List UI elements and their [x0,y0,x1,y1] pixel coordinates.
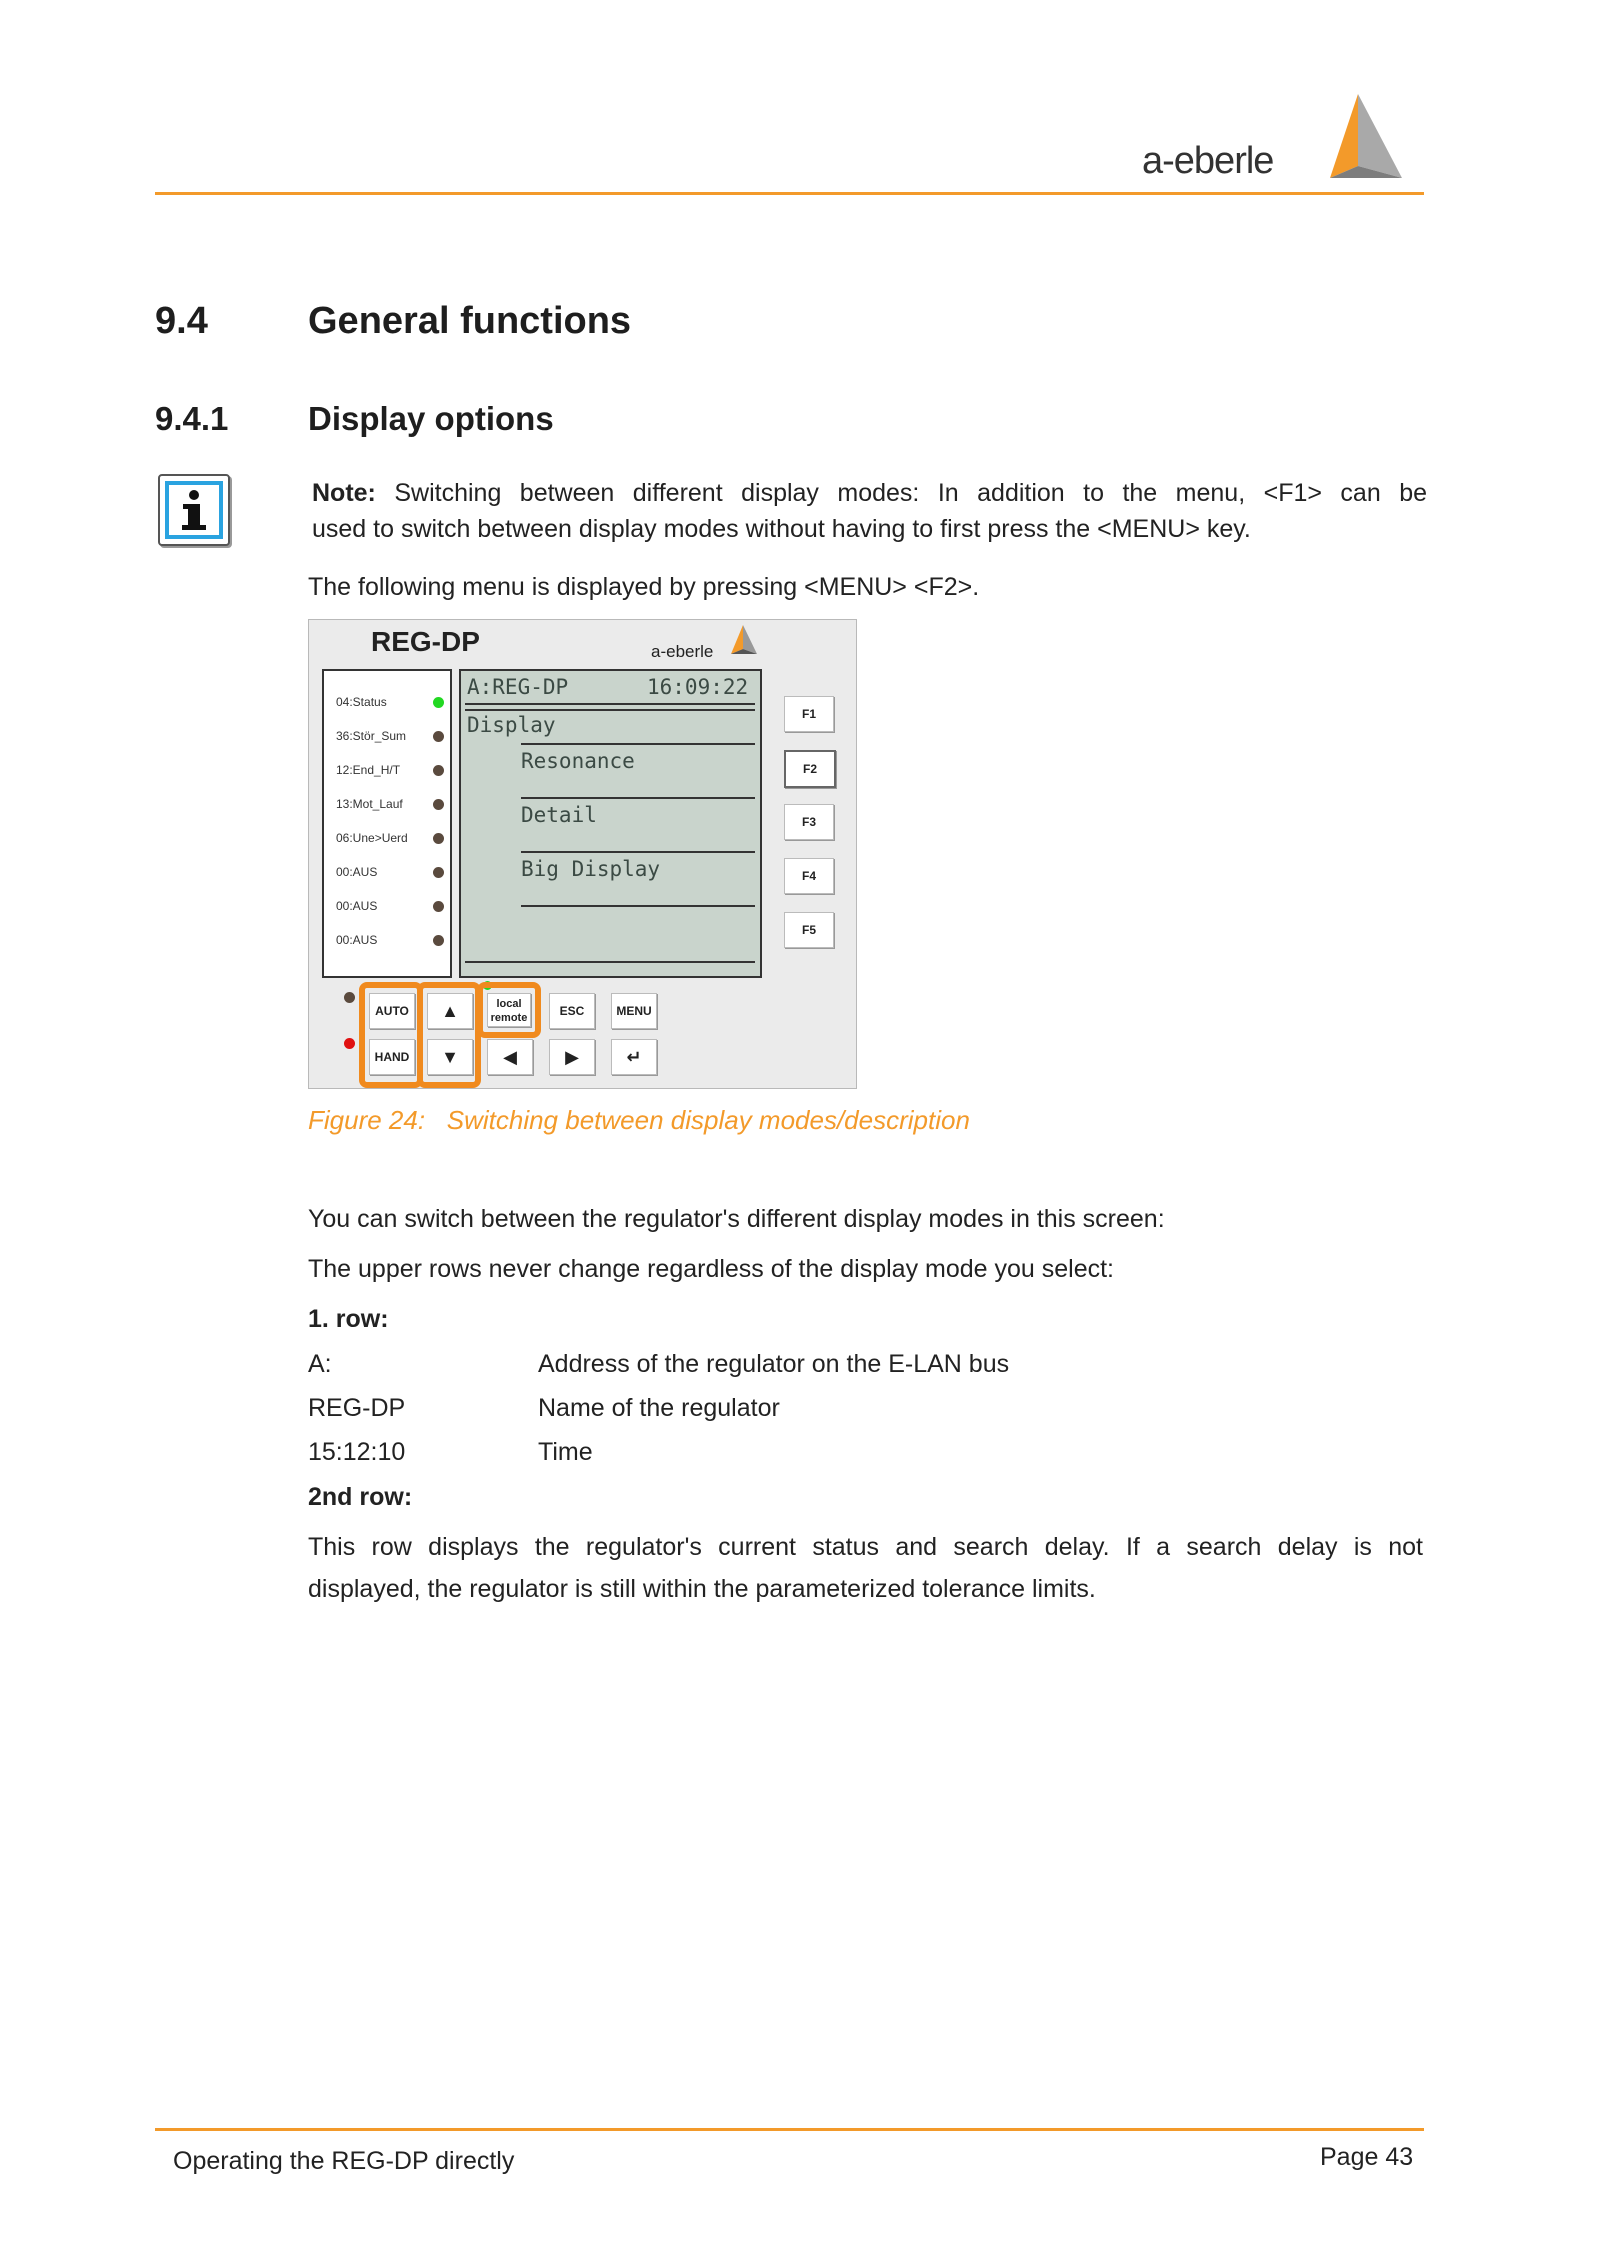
row2-heading: 2nd row: [308,1483,413,1511]
row2-line-2: displayed, the regulator is still within the parameterized tolerance limits. [308,1575,1096,1603]
section-number: 9.4 [155,300,208,342]
row1-def: Time [538,1438,593,1466]
page-number: Page 43 [1320,2143,1414,2171]
row1-term: REG-DP [308,1394,406,1422]
led-row [336,897,446,917]
led-label: 00:AUS [336,865,378,879]
led-row [336,761,446,781]
highlight-frame-auto-hand [359,982,423,1088]
paragraph-2: The upper rows never change regardless of the display mode you select: [308,1255,1115,1283]
f5-key[interactable]: F5 [784,912,834,948]
f3-key[interactable]: F3 [784,804,834,840]
brand-logo-text: a-eberle [1142,140,1274,182]
led-row [336,795,446,815]
row1-term: 15:12:10 [308,1438,406,1466]
info-icon [158,474,230,546]
intro-paragraph: The following menu is displayed by pressing <MENU> <F2>. [308,573,980,601]
row1-def: Address of the regulator on the E-LAN bus [538,1350,1010,1378]
row1-def: Name of the regulator [538,1394,780,1422]
led-indicator-panel [322,669,452,978]
row2-line-1: This row displays the regulator's current status and search delay. If a search delay is not [308,1533,1423,1561]
right-arrow-key[interactable]: ▶ [549,1039,595,1075]
subsection-number: 9.4.1 [155,400,229,437]
section-title: General functions [308,300,632,342]
menu-key[interactable]: MENU [611,993,657,1029]
led-label: 12:End_H/T [336,763,401,777]
row1-heading: 1. row: [308,1305,389,1333]
esc-key[interactable]: ESC [549,993,595,1029]
auto-key[interactable]: AUTO [369,993,415,1029]
lcd-menu-item[interactable]: Resonance [521,749,635,773]
led-label: 04:Status [336,695,387,709]
highlight-frame-local-remote [477,982,541,1038]
footer-rule [155,2128,1424,2131]
reg-dp-device-panel [308,619,857,1089]
device-brand: a-eberle [651,642,714,661]
brand-logo-icon [1310,92,1410,182]
note-line-2: used to switch between display modes without having to first press the <MENU> key. [312,515,1251,543]
lcd-menu-item[interactable]: Detail [521,803,597,827]
note-label: Note: [312,479,376,507]
figure-caption: Figure 24: Switching between display modes/description [308,1105,970,1135]
lcd-address: A:REG-DP [467,675,569,699]
row1-term: A: [308,1350,332,1378]
auto-led [344,992,355,1003]
subsection-title: Display options [308,400,554,437]
hand-led [344,1038,355,1049]
lcd-time: 16:09:22 [647,675,749,699]
device-title: REG-DP [371,626,480,657]
led-off-indicator [433,799,444,810]
led-off-indicator [433,731,444,742]
paragraph-1: You can switch between the regulator's different display modes in this screen: [308,1205,1165,1233]
lcd-heading: Display [467,713,556,737]
led-row [336,863,446,883]
remote-label: remote [490,1012,528,1024]
led-label: 13:Mot_Lauf [336,797,403,811]
f4-key[interactable]: F4 [784,858,834,894]
f1-key[interactable]: F1 [784,696,834,732]
up-arrow-key[interactable]: ▲ [427,993,473,1029]
down-arrow-key[interactable]: ▼ [427,1039,473,1075]
enter-key[interactable]: ↵ [611,1039,657,1075]
led-row [336,931,446,951]
led-label: 06:Une>Uerd [336,831,408,845]
device-logo-icon [725,624,759,656]
note-text-1: Switching between different display modes: In addition to the menu, <F1> can be [394,479,1428,507]
led-row [336,829,446,849]
led-off-indicator [433,833,444,844]
header-rule [155,192,1424,195]
hand-key[interactable]: HAND [369,1039,415,1075]
led-row [336,727,446,747]
highlight-frame-arrows [417,982,481,1088]
led-row [336,693,446,713]
led-off-indicator [433,935,444,946]
lcd-screen [459,669,762,978]
f2-key[interactable]: F2 [784,750,836,788]
led-label: 36:Stör_Sum [336,729,407,743]
footer-chapter: Operating the REG-DP directly [173,2147,515,2175]
led-on-indicator [433,697,444,708]
lcd-menu-item[interactable]: Big Display [521,857,661,881]
led-label: 00:AUS [336,899,378,913]
left-arrow-key[interactable]: ◀ [487,1039,533,1075]
led-off-indicator [433,765,444,776]
led-off-indicator [433,867,444,878]
led-label: 00:AUS [336,933,378,947]
local-label: local [496,998,522,1010]
led-off-indicator [433,901,444,912]
